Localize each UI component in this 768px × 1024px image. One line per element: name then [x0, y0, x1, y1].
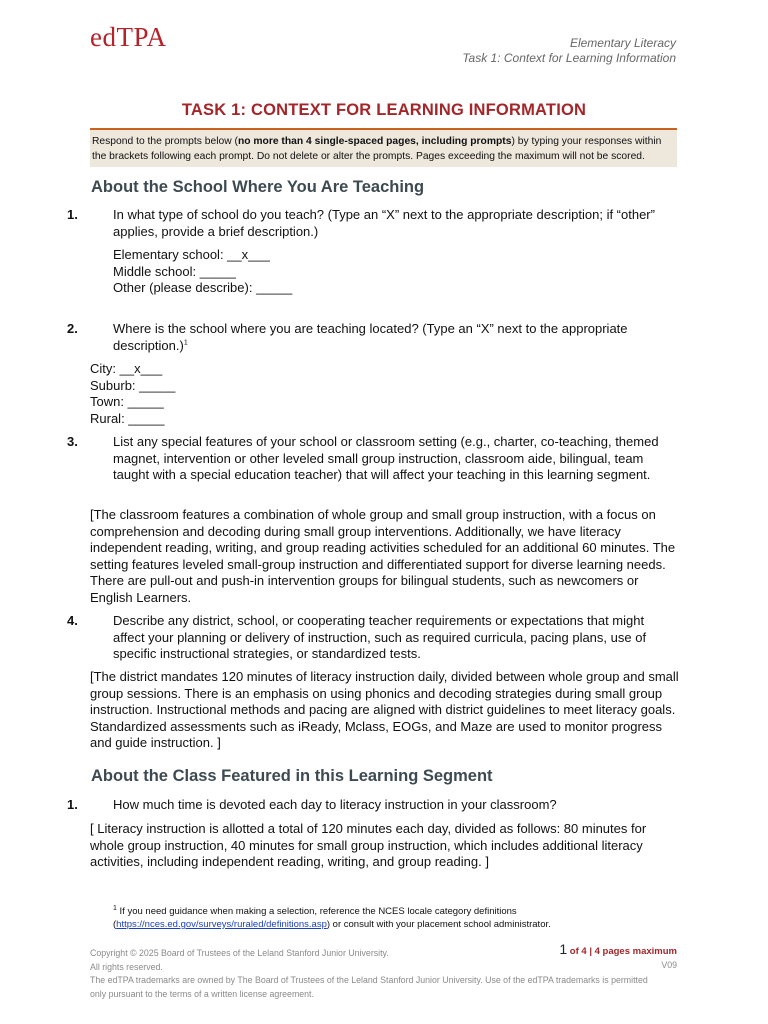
s2-q1-number: 1. [67, 797, 78, 812]
header-subject: Elementary Literacy [569, 36, 676, 50]
q1-prompt: In what type of school do you teach? (Type an “X” next to the appropriate description; if “other” applies, provide a brief description.) [113, 207, 655, 239]
edtpa-logo: edTPA [90, 22, 167, 52]
footnote-text-end: ) or consult with your placement school administrator. [326, 919, 551, 930]
page-indicator [559, 943, 677, 959]
footnote-text: If you need guidance when making a selection, reference the NCES locale category definitions [116, 906, 517, 917]
instructions-post: ) by typing your responses within the brackets following each prompt. Do not delete or alter the prompts. Pages exceeding the maximum will not be scored. [92, 136, 662, 162]
q2-option-suburb[interactable]: Suburb: _____ [90, 377, 176, 393]
page-current: 1 [559, 941, 568, 957]
version-label: V09 [661, 959, 677, 970]
q3-answer[interactable]: [The classroom features a combination of whole group and small group instruction, with a focus on comprehension and decoding during small group interventions. Additionally, we have literacy independent reading, writing, and group reading activities scheduled for an additional 60 minutes. The setting features leveled small-group instruction and differentiated support for diverse learning needs. There are pull-out and push-in intervention groups for bilingual students, such as newcomers or English Learners. [90, 507, 676, 605]
q1-option-elementary[interactable]: Elementary school: __x___ [113, 247, 270, 262]
q1-option-middle[interactable]: Middle school: _____ [113, 263, 236, 279]
page-maximum: | 4 pages maximum [586, 946, 677, 957]
nces-definitions-link[interactable]: https://nces.ed.gov/surveys/ruraled/definitions.asp [116, 919, 327, 930]
q3-number: 3. [67, 434, 78, 449]
instructions-pre: Respond to the prompts below ( [92, 136, 238, 147]
footnote [113, 905, 673, 931]
s2-q1-answer[interactable]: [ Literacy instruction is allotted a total of 120 minutes each day, divided as follows: 80 minutes for whole group instruction, 40 minutes for small group instruction, which includes additional literacy activities, including independent reading, writing, and group reading. ] [90, 821, 647, 869]
section-heading-class: About the Class Featured in this Learning Segment [91, 767, 493, 785]
instructions-box [90, 128, 677, 167]
footer-trademark: The edTPA trademarks are owned by The Board of Trustees of the Leland Stanford Junior University. Use of the edTPA trademarks is permitted only pursuant to the terms of a written license agreement. [90, 975, 648, 999]
instructions-bold: no more than 4 single-spaced pages, including prompts [237, 136, 512, 147]
q2-prompt-text: Where is the school where you are teaching located? (Type an “X” next to the appropriate description.) [113, 321, 628, 353]
page-total: of 4 [567, 946, 587, 957]
footnote-ref: 1 [183, 339, 188, 347]
footnote-paren: ( [113, 919, 117, 930]
q4-prompt: Describe any district, school, or cooperating teacher requirements or expectations that might affect your planning or delivery of instruction, such as required curricula, pacing plans, use of specific instructional strategies, or standardized tests. [113, 613, 647, 661]
page-title: TASK 1: CONTEXT FOR LEARNING INFORMATION [181, 101, 587, 119]
footer-rights: All rights reserved. [90, 961, 163, 972]
q1-number: 1. [67, 207, 78, 222]
running-header [462, 36, 676, 66]
footer-page-info [559, 943, 677, 972]
q3-prompt: List any special features of your school or classroom setting (e.g., charter, co-teaching, themed magnet, intervention or other leveled small group instruction, classroom aide, bilingual, team taught with a special education teacher) that will affect your teaching in this learning segment. [113, 434, 659, 482]
footnote-marker: 1 [113, 904, 117, 912]
section-heading-school: About the School Where You Are Teaching [91, 178, 425, 196]
q2-options [90, 361, 680, 427]
q1-options [113, 247, 678, 297]
q2-prompt [113, 321, 678, 354]
q1-option-other[interactable]: Other (please describe): _____ [113, 280, 293, 295]
q4-answer[interactable]: [The district mandates 120 minutes of literacy instruction daily, divided between whole group and small group sessions. There is an emphasis on using phonics and decoding strategies during small group instruction. Instructional methods and pacing are aligned with district guidelines to meet literacy goals. Standardized assessments such as iReady, Mclass, EOGs, and Maze are used to monitor progress and guide instruction. ] [90, 669, 679, 750]
q2-number: 2. [67, 321, 78, 336]
s2-q1-prompt: How much time is devoted each day to literacy instruction in your classroom? [113, 797, 557, 812]
footer-copyright: Copyright © 2025 Board of Trustees of the Leland Stanford Junior University. [90, 948, 389, 958]
q2-option-city[interactable]: City: __x___ [90, 361, 163, 376]
q2-option-rural[interactable]: Rural: _____ [90, 410, 165, 426]
header-task: Task 1: Context for Learning Information [462, 51, 676, 65]
q2-option-town[interactable]: Town: _____ [90, 394, 164, 409]
q4-number: 4. [67, 613, 78, 628]
